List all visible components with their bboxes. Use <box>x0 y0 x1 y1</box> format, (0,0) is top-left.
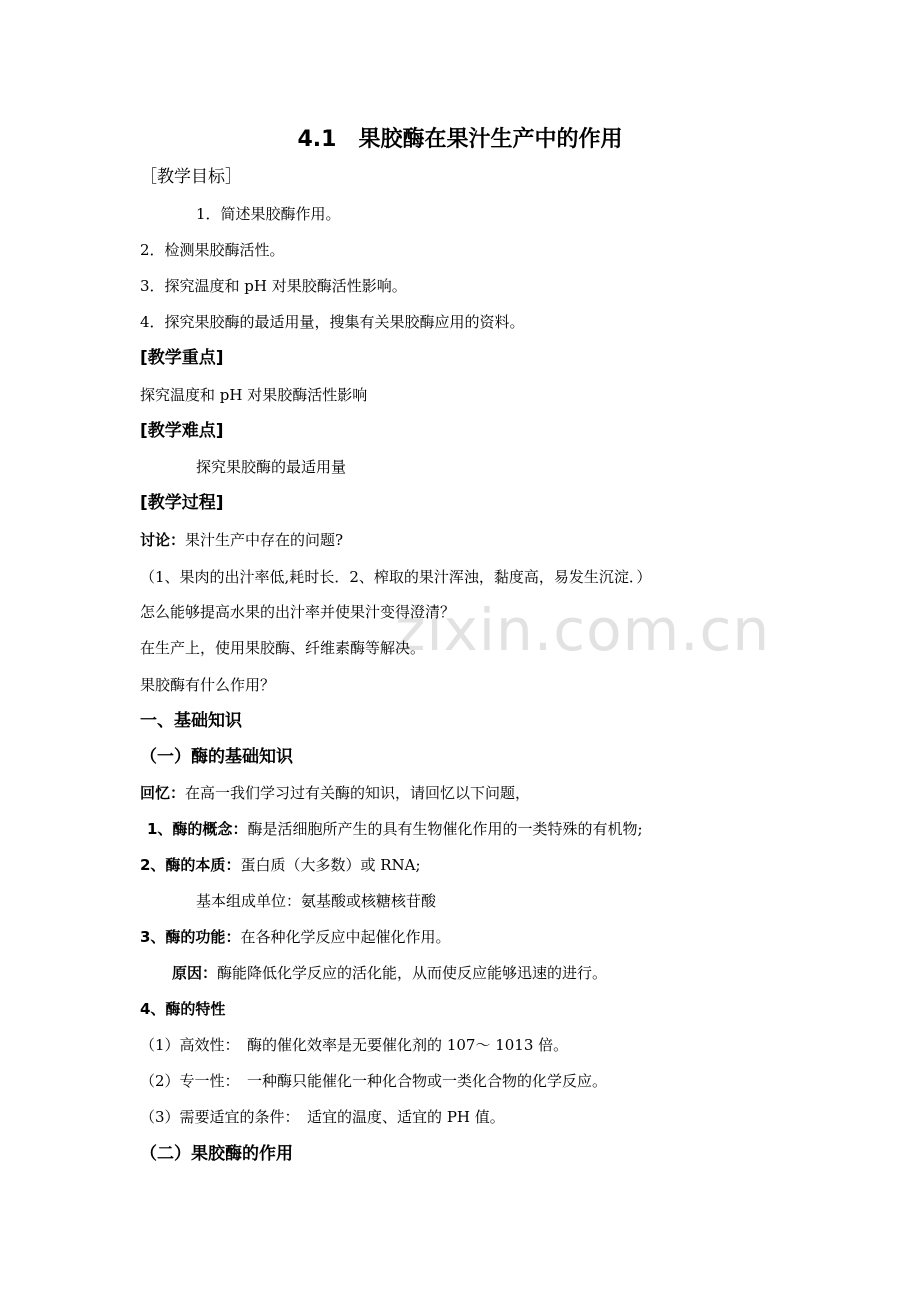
concept-line <box>147 818 643 840</box>
function-label: 3、酶的功能： <box>140 928 241 946</box>
concept-text: 酶是活细胞所产生的具有生物催化作用的一类特殊的有机物; <box>247 820 643 838</box>
objectives-heading: ［教学目标］ <box>140 167 242 187</box>
trait-1: （1）高效性： 酶的催化效率是无要催化剂的 107～ 1013 倍。 <box>140 1036 569 1054</box>
difficulty-heading: [教学难点] <box>140 421 224 441</box>
key-text: 探究温度和 pH 对果胶酶活性影响 <box>140 386 368 404</box>
discuss-label: 讨论： <box>140 531 186 549</box>
section-1-heading: 一、基础知识 <box>140 711 242 731</box>
subsection-2-heading: （二）果胶酶的作用 <box>140 1144 293 1164</box>
document-title: 4.1 果胶酶在果汁生产中的作用 <box>297 127 623 152</box>
reason-text: 酶能降低化学反应的活化能，从而使反应能够迅速的进行。 <box>217 964 608 982</box>
function-text: 在各种化学反应中起催化作用。 <box>240 928 451 946</box>
question-2: 果胶酶有什么作用？ <box>140 676 276 694</box>
reason-line <box>172 962 607 984</box>
objective-item-4: 4．探究果胶酶的最适用量，搜集有关果胶酶应用的资料。 <box>140 313 525 331</box>
trait-2: （2）专一性： 一种酶只能催化一种化合物或一类化合物的化学反应。 <box>140 1072 608 1090</box>
reason-label: 原因： <box>172 964 218 982</box>
nature-line <box>140 854 421 876</box>
nature-label: 2、酶的本质： <box>140 856 241 874</box>
subsection-1-heading: （一）酶的基础知识 <box>140 747 293 767</box>
unit-text: 基本组成单位：氨基酸或核糖核苷酸 <box>196 892 437 910</box>
discuss-text: 果汁生产中存在的问题? <box>185 531 344 549</box>
objective-item-1: 1．简述果胶酶作用。 <box>196 205 341 223</box>
process-heading: [教学过程] <box>140 493 224 513</box>
key-heading: [教学重点] <box>140 348 224 368</box>
function-line <box>140 926 450 948</box>
recall-label: 回忆： <box>140 784 186 802</box>
question-1: 怎么能够提高水果的出汁率并使果汁变得澄清？ <box>140 603 456 621</box>
objective-item-2: 2．检测果胶酶活性。 <box>140 241 285 259</box>
trait-3: （3）需要适宜的条件： 适宜的温度、适宜的 PH 值。 <box>140 1108 505 1126</box>
objective-item-3: 3．探究温度和 pH 对果胶酶活性影响。 <box>140 277 407 295</box>
nature-text: 蛋白质（大多数）或 RNA; <box>240 856 421 874</box>
discuss-line <box>140 529 343 551</box>
recall-text: 在高一我们学习过有关酶的知识，请回忆以下问题， <box>185 784 531 802</box>
watermark: zixin.com.cn <box>395 596 771 664</box>
traits-heading: 4、酶的特性 <box>140 1000 226 1018</box>
discuss-answer: （1、果肉的出汁率低,耗时长．2、榨取的果汁浑浊，黏度高，易发生沉淀．） <box>140 568 652 586</box>
difficulty-text: 探究果胶酶的最适用量 <box>196 458 347 476</box>
answer-1: 在生产上，使用果胶酶、纤维素酶等解决。 <box>140 639 426 657</box>
recall-line <box>140 782 530 804</box>
concept-label: 1、酶的概念： <box>147 820 248 838</box>
